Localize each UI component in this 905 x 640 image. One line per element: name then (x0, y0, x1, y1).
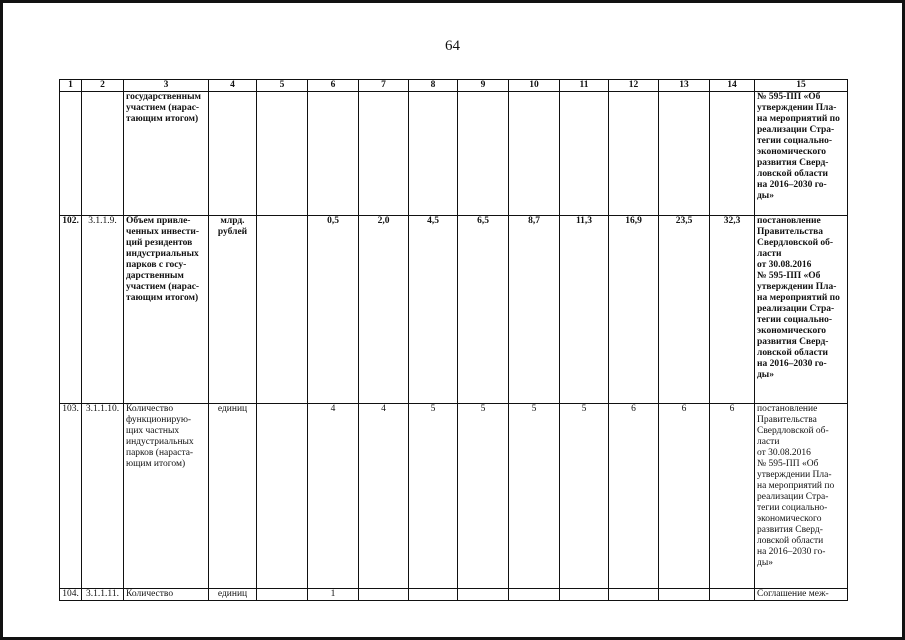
value-cell (359, 589, 409, 601)
row-number: 103. (60, 404, 82, 589)
value-cell (257, 404, 308, 589)
source-document: постановление Правительства Свердловской об- ласти от 30.08.2016 № 595-ПП «Об утверждении Пла- на мероприятий по реализации Стра- тегии социально- экономического развития Сверд- ловской области на 2016–2030 го- ды» (755, 216, 848, 404)
value-cell: 4 (359, 404, 409, 589)
value-cell (710, 92, 755, 216)
header-cell: 9 (458, 80, 509, 92)
value-cell: 11,3 (560, 216, 609, 404)
row-code (82, 92, 124, 216)
row-code: 3.1.1.10. (82, 404, 124, 589)
header-cell: 8 (409, 80, 458, 92)
value-cell: 23,5 (659, 216, 710, 404)
value-cell (359, 92, 409, 216)
value-cell: 6 (659, 404, 710, 589)
value-cell: 5 (509, 404, 560, 589)
unit: единиц (209, 589, 257, 601)
value-cell (509, 589, 560, 601)
value-cell: 4,5 (409, 216, 458, 404)
value-cell: 6 (609, 404, 659, 589)
indicator-name: Количество функционирую- щих частных индустриальных парков (нараста- ющим итогом) (124, 404, 209, 589)
row-number: 102. (60, 216, 82, 404)
value-cell: 8,7 (509, 216, 560, 404)
value-cell (257, 92, 308, 216)
value-cell (659, 92, 710, 216)
unit (209, 92, 257, 216)
value-cell (560, 92, 609, 216)
header-cell: 6 (308, 80, 359, 92)
value-cell: 1 (308, 589, 359, 601)
value-cell: 4 (308, 404, 359, 589)
table-row (60, 589, 848, 601)
unit: единиц (209, 404, 257, 589)
unit: млрд. рублей (209, 216, 257, 404)
row-code: 3.1.1.11. (82, 589, 124, 601)
header-cell: 3 (124, 80, 209, 92)
header-row (60, 80, 848, 92)
header-cell: 7 (359, 80, 409, 92)
header-cell: 2 (82, 80, 124, 92)
row-number (60, 92, 82, 216)
table-row (60, 404, 848, 589)
value-cell (409, 92, 458, 216)
value-cell (458, 92, 509, 216)
value-cell (458, 589, 509, 601)
header-cell: 13 (659, 80, 710, 92)
value-cell (409, 589, 458, 601)
value-cell (560, 589, 609, 601)
header-cell: 1 (60, 80, 82, 92)
indicator-name: Объем привле- ченных инвести- ций резидентов индустриальных парков с госу- дарственным участием (нарас- тающим итогом) (124, 216, 209, 404)
header-cell: 4 (209, 80, 257, 92)
value-cell: 0,5 (308, 216, 359, 404)
source-document: Соглашение меж- (755, 589, 848, 601)
header-cell: 11 (560, 80, 609, 92)
value-cell (710, 589, 755, 601)
value-cell: 6 (710, 404, 755, 589)
row-code: 3.1.1.9. (82, 216, 124, 404)
header-cell: 12 (609, 80, 659, 92)
indicator-name: государственным участием (нарас- тающим итогом) (124, 92, 209, 216)
value-cell (659, 589, 710, 601)
value-cell (308, 92, 359, 216)
header-cell: 5 (257, 80, 308, 92)
header-cell: 14 (710, 80, 755, 92)
value-cell (257, 589, 308, 601)
value-cell (609, 589, 659, 601)
value-cell: 5 (458, 404, 509, 589)
value-cell (609, 92, 659, 216)
value-cell (257, 216, 308, 404)
header-cell: 10 (509, 80, 560, 92)
source-document: № 595-ПП «Об утверждении Пла- на мероприятий по реализации Стра- тегии социально- экономического развития Сверд- ловской области на 2016–2030 го- ды» (755, 92, 848, 216)
source-document: постановление Правительства Свердловской об- ласти от 30.08.2016 № 595-ПП «Об утверждении Пла- на мероприятий по реализации Стра- тегии социально- экономического развития Сверд- ловской области на 2016–2030 го- ды» (755, 404, 848, 589)
table-row (60, 92, 848, 216)
indicators-table (59, 79, 848, 601)
value-cell: 5 (560, 404, 609, 589)
value-cell: 6,5 (458, 216, 509, 404)
value-cell: 32,3 (710, 216, 755, 404)
header-cell: 15 (755, 80, 848, 92)
value-cell (509, 92, 560, 216)
row-number: 104. (60, 589, 82, 601)
value-cell: 16,9 (609, 216, 659, 404)
value-cell: 2,0 (359, 216, 409, 404)
table-row (60, 216, 848, 404)
value-cell: 5 (409, 404, 458, 589)
page-number: 64 (445, 38, 460, 54)
indicator-name: Количество (124, 589, 209, 601)
